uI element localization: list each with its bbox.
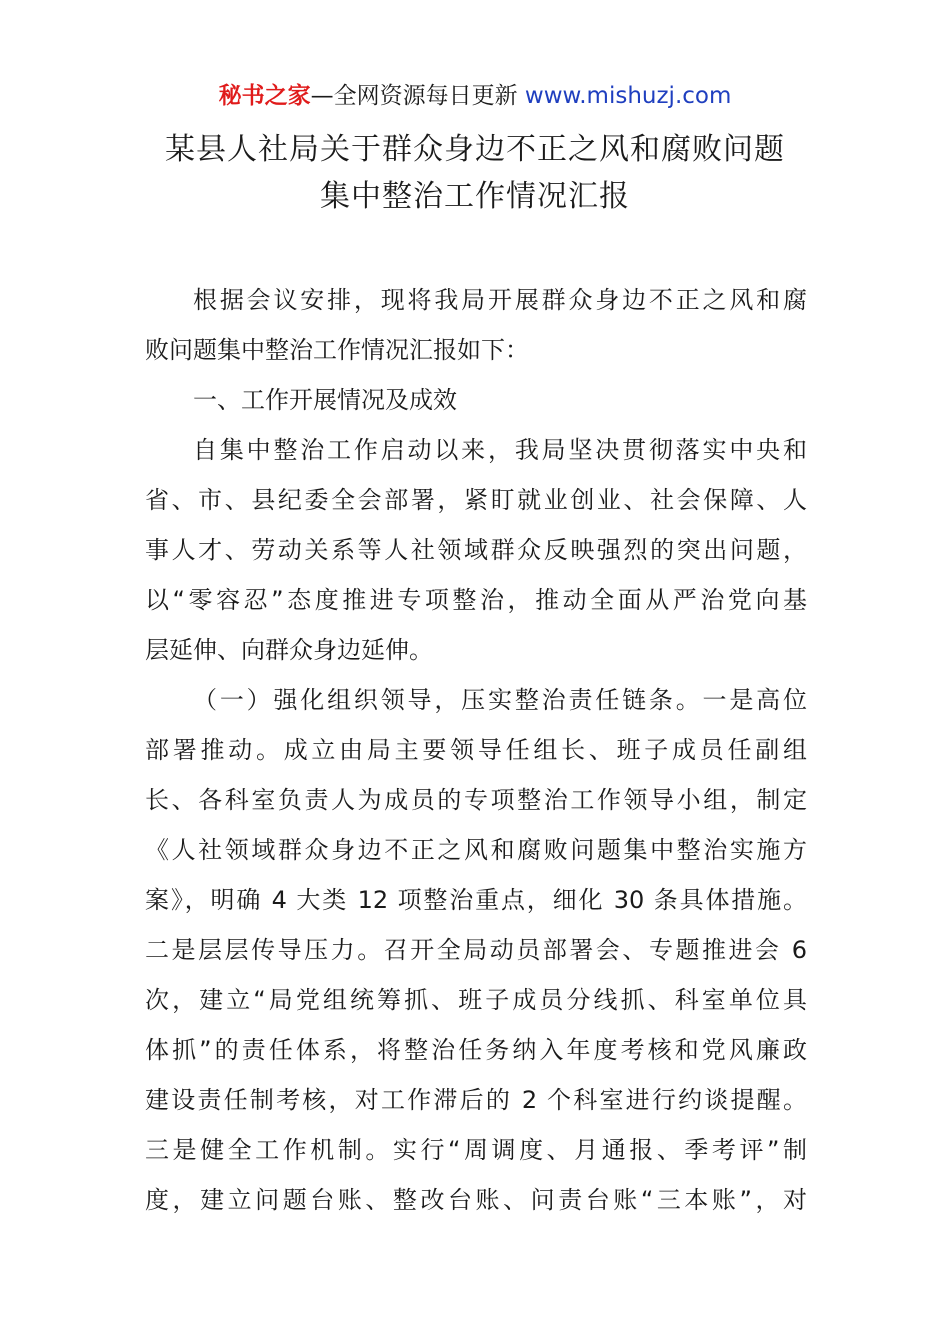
- body-line: 部署推动。成立由局主要领导任组长、班子成员任副组: [145, 736, 807, 764]
- body-line: （一）强化组织领导，压实整治责任链条。一是高位: [193, 686, 807, 714]
- body-line: 自集中整治工作启动以来，我局坚决贯彻落实中央和: [193, 436, 807, 464]
- body-line: 体抓”的责任体系，将整治任务纳入年度考核和党风廉政: [145, 1036, 807, 1064]
- title-line-1: 某县人社局关于群众身边不正之风和腐败问题: [165, 132, 785, 167]
- body-line: 《人社领域群众身边不正之风和腐败问题集中整治实施方: [145, 836, 807, 864]
- body-line: 案》，明确 4 大类 12 项整治重点，细化 30 条具体措施。: [145, 886, 807, 914]
- body-line: 建设责任制考核，对工作滞后的 2 个科室进行约谈提醒。: [145, 1086, 807, 1114]
- body-line: 以“零容忍”态度推进专项整治，推动全面从严治党向基: [145, 586, 807, 614]
- site-slogan: —全网资源每日更新: [310, 83, 525, 109]
- body-line: 败问题集中整治工作情况汇报如下：: [145, 336, 529, 364]
- body-line: 次，建立“局党组统筹抓、班子成员分线抓、科室单位具: [145, 986, 807, 1014]
- body-line: 层延伸、向群众身边延伸。: [145, 636, 433, 664]
- body-line: 根据会议安排，现将我局开展群众身边不正之风和腐: [193, 286, 807, 314]
- section-heading: 一、工作开展情况及成效: [193, 386, 457, 414]
- body-line: 度，建立问题台账、整改台账、问责台账“三本账”，对: [145, 1186, 807, 1214]
- body-line: 三是健全工作机制。实行“周调度、月通报、季考评”制: [145, 1136, 807, 1164]
- body-line: 事人才、劳动关系等人社领域群众反映强烈的突出问题，: [145, 536, 807, 564]
- site-header: [0, 80, 950, 112]
- site-url-link[interactable]: www.mishuzj.com: [524, 83, 732, 109]
- site-brand: 秘书之家: [218, 83, 311, 109]
- body-line: 省、市、县纪委全会部署，紧盯就业创业、社会保障、人: [145, 486, 807, 514]
- body-line: 二是层层传导压力。召开全局动员部署会、专题推进会 6: [145, 936, 807, 964]
- document-body: [145, 275, 807, 1225]
- body-line: 长、各科室负责人为成员的专项整治工作领导小组，制定: [145, 786, 807, 814]
- document-title: [0, 126, 950, 220]
- title-line-2: 集中整治工作情况汇报: [320, 179, 630, 214]
